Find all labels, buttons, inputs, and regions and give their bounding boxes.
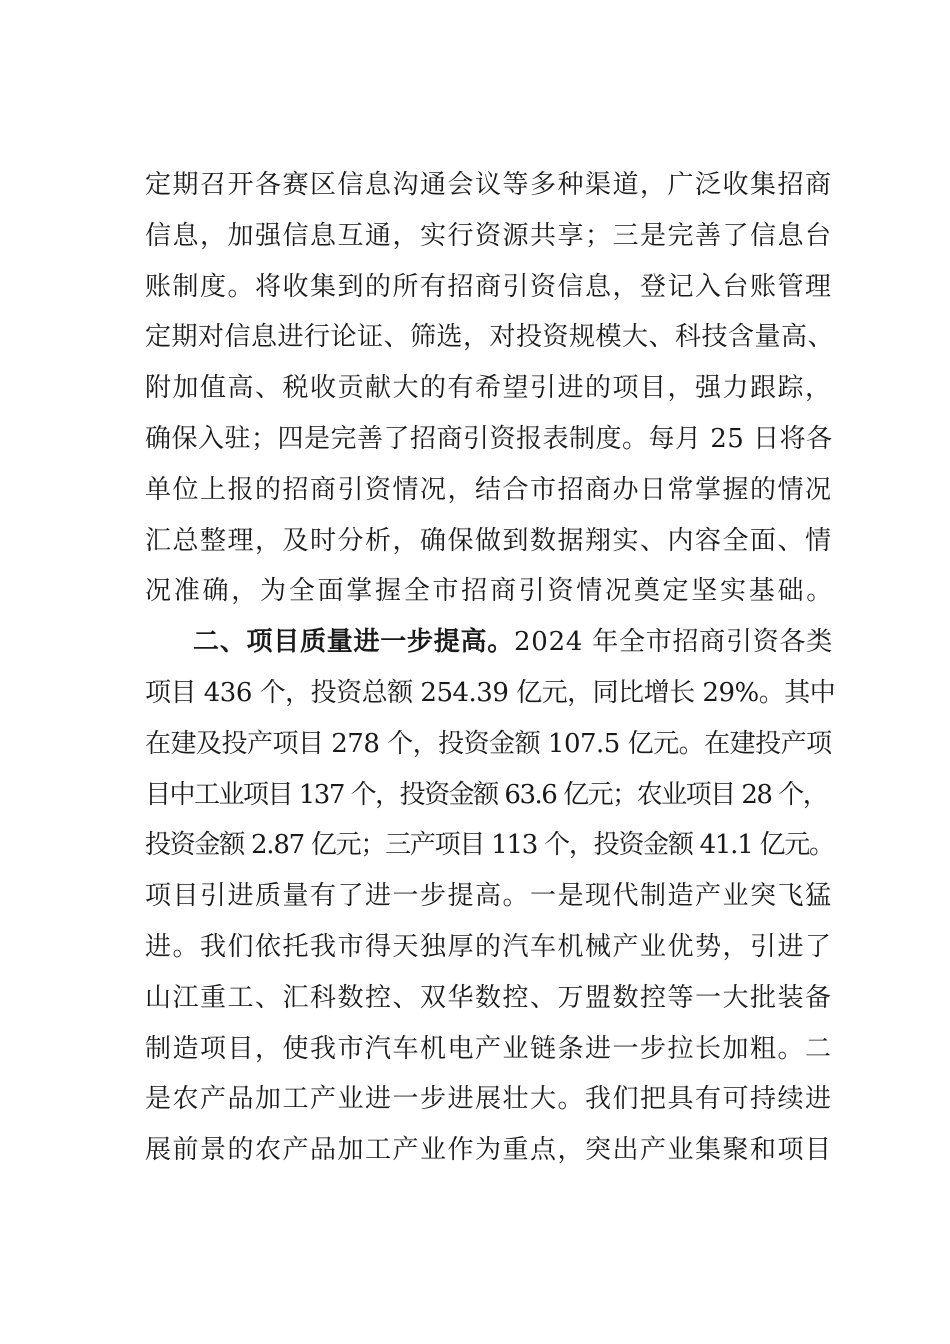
text-line: 况准确，为全面掌握全市招商引资情况奠定坚实基础。 [145, 576, 836, 607]
text-line: 山江重工、汇科数控、双华数控、万盟数控等一大批装备 [145, 982, 833, 1013]
text-line: 项目引进质量有了进一步提高。一是现代制造产业突飞猛 [145, 881, 833, 912]
body-text [145, 160, 835, 1176]
text-line: 附加值高、税收贡献大的有希望引进的项目，强力跟踪， [145, 373, 833, 404]
text-line: 是农产品加工产业进一步进展壮大。我们把具有可持续进 [145, 1084, 833, 1115]
text-line: 项目 436 个，投资总额 254.39 亿元，同比增长 29%。其中 [145, 677, 836, 708]
section-2-first-line-text: 2024 年全市招商引资各类 [514, 627, 833, 658]
text-line: 定期对信息进行论证、筛选，对投资规模大、科技含量高、 [145, 322, 835, 353]
text-line: 信息，加强信息互通，实行资源共享；三是完善了信息台 [145, 220, 833, 251]
text-line: 进。我们依托我市得天独厚的汽车机械产业优势，引进了 [145, 931, 833, 962]
text-line: 目中工业项目 137 个，投资金额 63.6 亿元；农业项目 28 个， [145, 779, 828, 810]
section-2-heading: 二、项目质量进一步提高。 [193, 627, 515, 658]
section-2-first-line [145, 617, 835, 668]
text-line: 单位上报的招商引资情况，结合市招商办日常掌握的情况 [145, 474, 833, 505]
text-line: 展前景的农产品加工产业作为重点，突出产业集聚和项目 [145, 1135, 833, 1166]
text-line: 制造项目，使我市汽车机电产业链条进一步拉长加粗。二 [145, 1033, 833, 1064]
text-line: 汇总整理，及时分析，确保做到数据翔实、内容全面、情 [145, 525, 833, 556]
text-line: 在建及投产项目 278 个，投资金额 107.5 亿元。在建投产项 [145, 728, 832, 759]
text-line: 账制度。将收集到的所有招商引资信息，登记入台账管理 [145, 271, 833, 302]
text-line: 定期召开各赛区信息沟通会议等多种渠道，广泛收集招商 [145, 170, 833, 200]
text-line: 投资金额 2.87 亿元；三产项目 113 个，投资金额 41.1 亿元。 [145, 830, 834, 861]
text-line: 确保入驻；四是完善了招商引资报表制度。每月 25 日将各 [145, 423, 833, 454]
